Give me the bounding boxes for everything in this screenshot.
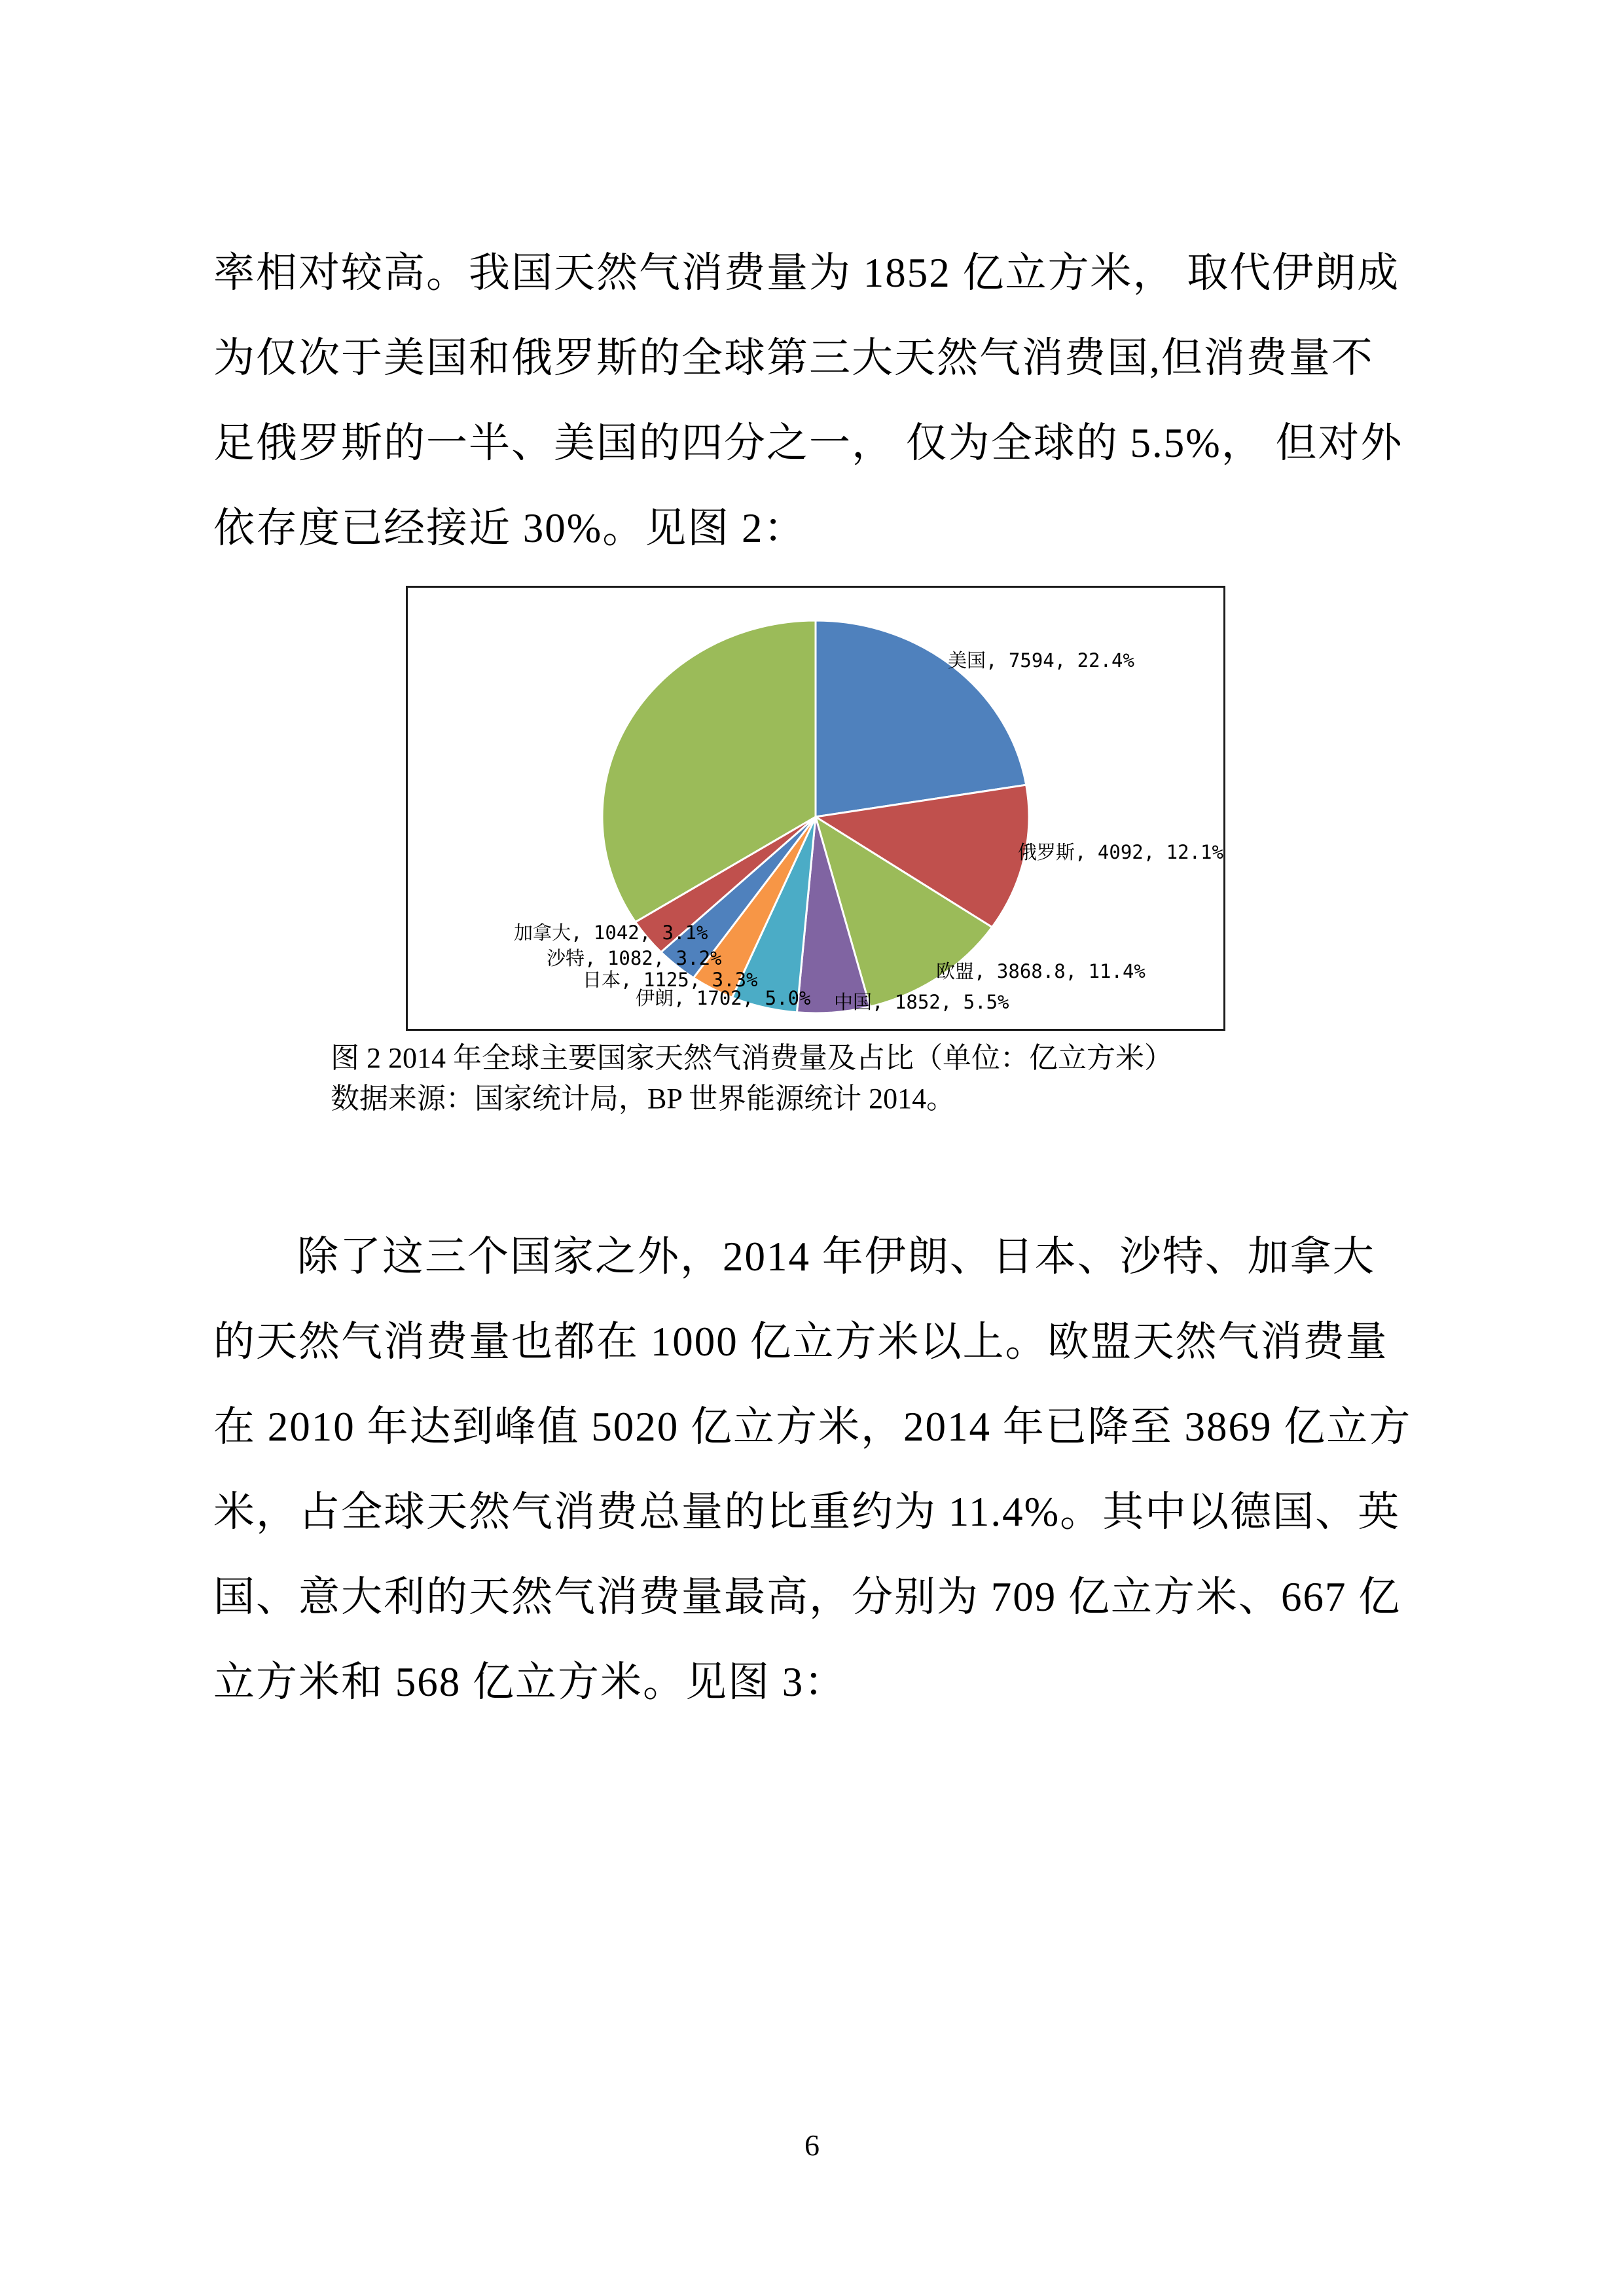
page-number: 6 — [804, 2128, 820, 2162]
pie-data-label: 加拿大, 1042, 3.1% — [514, 922, 708, 944]
pie-data-label: 美国, 7594, 22.4% — [948, 649, 1134, 672]
text-line: 为仅次于美国和俄罗斯的全球第三大天然气消费国,但消费量不 — [213, 335, 1374, 381]
text-line: 在 2010 年达到峰值 5020 亿立方米，2014 年已降至 3869 亿立方 — [213, 1404, 1412, 1450]
figure-source: 数据来源：国家统计局，BP 世界能源统计 2014。 — [331, 1083, 956, 1115]
figure-caption-block — [331, 1038, 1378, 1119]
text-line: 国、意大利的天然气消费量最高，分别为 709 亿立方米、667 亿 — [213, 1574, 1401, 1620]
text-line: 依存度已经接近 30%。见图 2： — [213, 505, 806, 551]
text-line: 除了这三个国家之外，2014 年伊朗、日本、沙特、加拿大 — [297, 1234, 1375, 1280]
pie-data-label: 欧盟, 3868.8, 11.4% — [936, 960, 1146, 982]
pie-data-label: 伊朗, 1702, 5.0% — [636, 987, 811, 1009]
text-line: 率相对较高。我国天然气消费量为 1852 亿立方米， 取代伊朗成 — [213, 250, 1400, 296]
text-line: 米，占全球天然气消费总量的比重约为 11.4%。其中以德国、英 — [213, 1489, 1401, 1535]
pie-data-label: 中国, 1852, 5.5% — [834, 991, 1009, 1013]
body-paragraph-1 — [213, 230, 1421, 571]
pie-data-label: 沙特, 1082, 3.2% — [547, 947, 722, 969]
figure-2-chart-box — [406, 586, 1225, 1031]
figure-caption: 图 2 2014 年全球主要国家天然气消费量及占比（单位：亿立方米） — [331, 1042, 1173, 1074]
body-paragraph-2 — [213, 1214, 1421, 1725]
pie-data-label: 俄罗斯, 4092, 12.1% — [1018, 841, 1223, 863]
pie-data-label: 日本, 1125, 3.3% — [583, 969, 758, 991]
text-line: 足俄罗斯的一半、美国的四分之一， 仅为全球的 5.5%， 但对外 — [213, 420, 1403, 466]
text-line: 立方米和 568 亿立方米。见图 3： — [213, 1659, 847, 1705]
text-line: 的天然气消费量也都在 1000 亿立方米以上。欧盟天然气消费量 — [213, 1319, 1388, 1365]
